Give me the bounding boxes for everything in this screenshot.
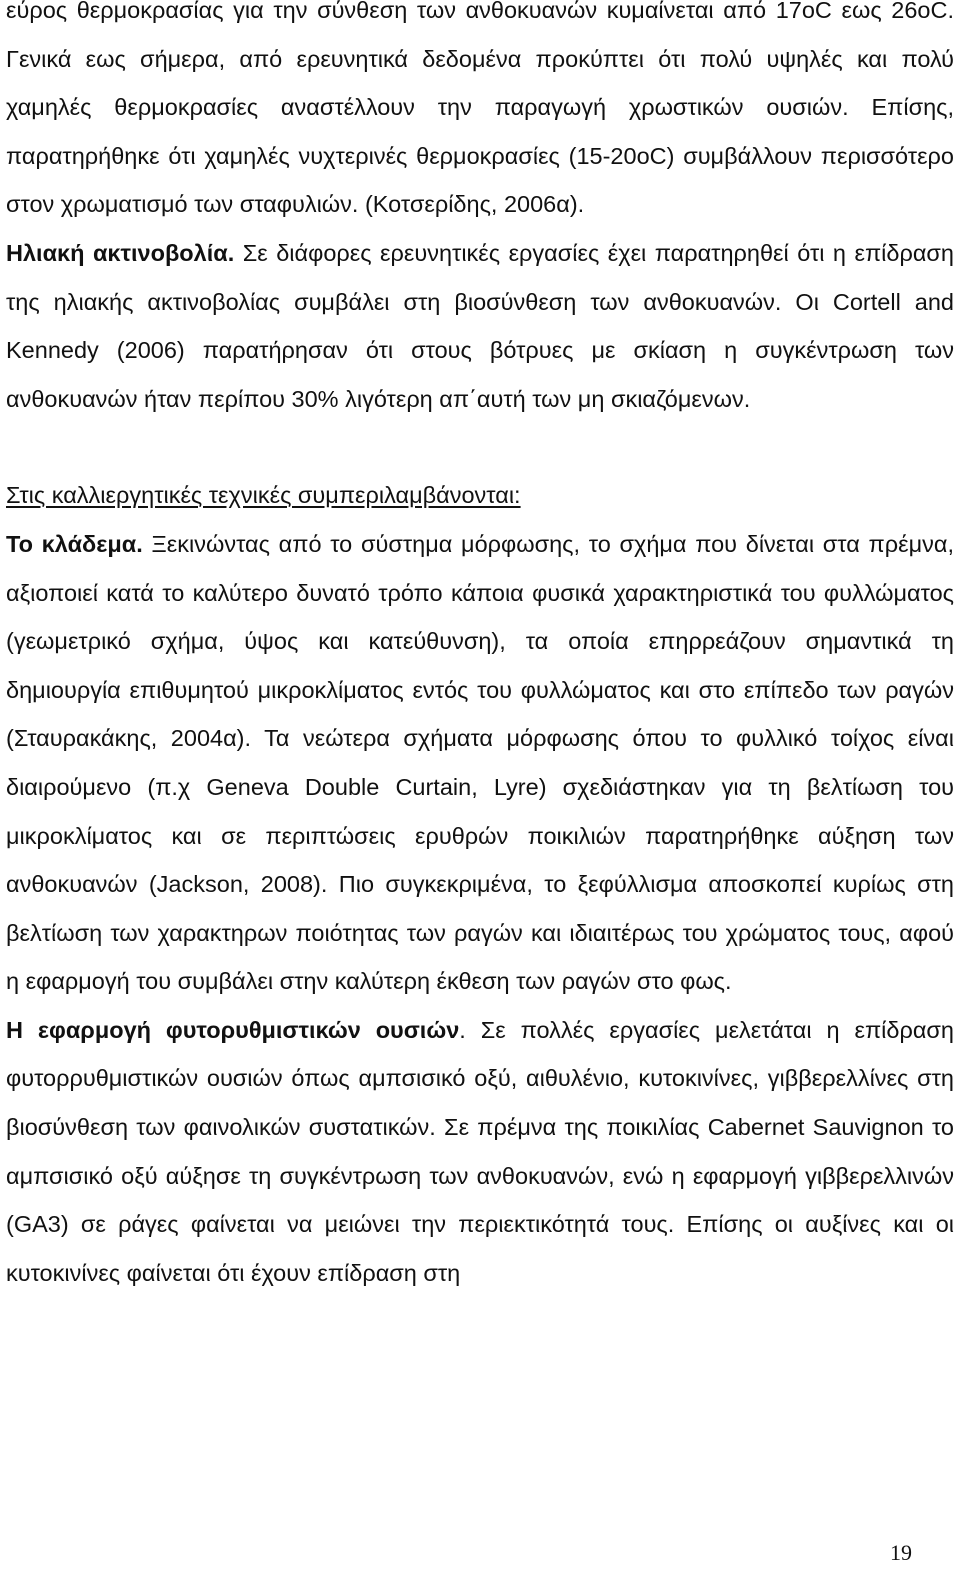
paragraph-growth-regulators-text: . Σε πολλές εργασίες μελετάται η επίδραση φυτορρυθμιστικών ουσιών όπως αμπσισικό οξύ, αιθυλένιο, κυτοκινίνες, γιββερελλίνες στη βιοσύνθεση των φαινολικών συστατικών. Σε πρέμνα της ποικιλίας Cabernet Sauvignon το αμπσισικό οξύ αύξησε τη συγκέντρωση των ανθοκυανών, ενώ η εφαρμογή γιββερελλινών (GA3) σε ράγες φαίνεται να μειώνει την περιεκτικότητά τους. Επίσης οι αυξίνες και οι κυτοκινίνες φαίνεται ότι έχουν επίδραση στη bbox=[6, 1016, 955, 1286]
page-number: 19 bbox=[890, 1540, 912, 1565]
paragraph-growth-regulators bbox=[6, 1006, 954, 1298]
paragraph-pruning bbox=[6, 520, 954, 1006]
paragraph-solar-radiation bbox=[6, 229, 954, 423]
heading-pruning: Το κλάδεμα. bbox=[6, 530, 143, 557]
section-heading-text: Στις καλλιεργητικές τεχνικές συμπεριλαμβάνονται: bbox=[6, 482, 521, 509]
paragraph-temperature: εύρος θερμοκρασίας για την σύνθεση των ανθοκυανών κυμαίνεται από 17oC εως 26oC. Γενικά εως σήμερα, από ερευνητικά δεδομένα προκύπτει ότι πολύ υψηλές και πολύ χαμηλές θερμοκρασίες αναστέλλουν την παραγωγή χρωστικών ουσιών. Επίσης, παρατηρήθηκε ότι χαμηλές νυχτερινές θερμοκρασίες (15-20oC) συμβάλλουν περισσότερο στον χρωματισμό των σταφυλιών. (Κοτσερίδης, 2006α). bbox=[6, 0, 954, 218]
heading-solar-radiation: Ηλιακή ακτινοβολία. bbox=[6, 239, 235, 266]
document-page bbox=[6, 0, 954, 1297]
paragraph-solar-radiation-text: Σε διάφορες ερευνητικές εργασίες έχει παρατηρηθεί ότι η επίδραση της ηλιακής ακτινοβολίας συμβάλει στη βιοσύνθεση των ανθοκυανών. Οι Cortell and Kennedy (2006) παρατήρησαν ότι στους βότρυες με σκίαση η συγκέντρωση των ανθοκυανών ήταν περίπου 30% λιγότερη απ΄αυτή των μη σκιαζόμενων. bbox=[6, 239, 954, 412]
heading-growth-regulators: Η εφαρμογή φυτορυθμιστικών ουσιών bbox=[6, 1016, 460, 1043]
section-heading-cultivation-techniques bbox=[6, 471, 954, 520]
paragraph-pruning-text: Ξεκινώντας από το σύστημα μόρφωσης, το σχήμα που δίνεται στα πρέμνα, αξιοποιεί κατά το καλύτερο δυνατό τρόπο κάποια φυσικά χαρακτηριστικά του φυλλώματος (γεωμετρικό σχήμα, ύψος και κατεύθυνση), τα οποία επηρρεάζουν σημαντικά τη δημιουργία επιθυμητού μικροκλίματος εντός του φυλλώματος και στο επίπεδο των ραγών (Σταυρακάκης, 2004α). Τα νεώτερα σχήματα μόρφωσης όπου το φυλλικό τοίχος είναι διαιρούμενο (π.χ Geneva Double Curtain, Lyre) σχεδιάστηκαν για τη βελτίωση του μικροκλίματος και σε περιπτώσεις ερυθρών ποικιλιών παρατηρήθηκε αύξηση των ανθοκυανών (Jackson, 2008). Πιο συγκεκριμένα, το ξεφύλλισμα αποσκοπεί κυρίως στη βελτίωση των χαρακτηρων ποιότητας των ραγών και ιδιαιτέρως του χρώματος τους, αφού η εφαρμογή του συμβάλει στην καλύτερη έκθεση των ραγών στο φως. bbox=[6, 530, 954, 995]
